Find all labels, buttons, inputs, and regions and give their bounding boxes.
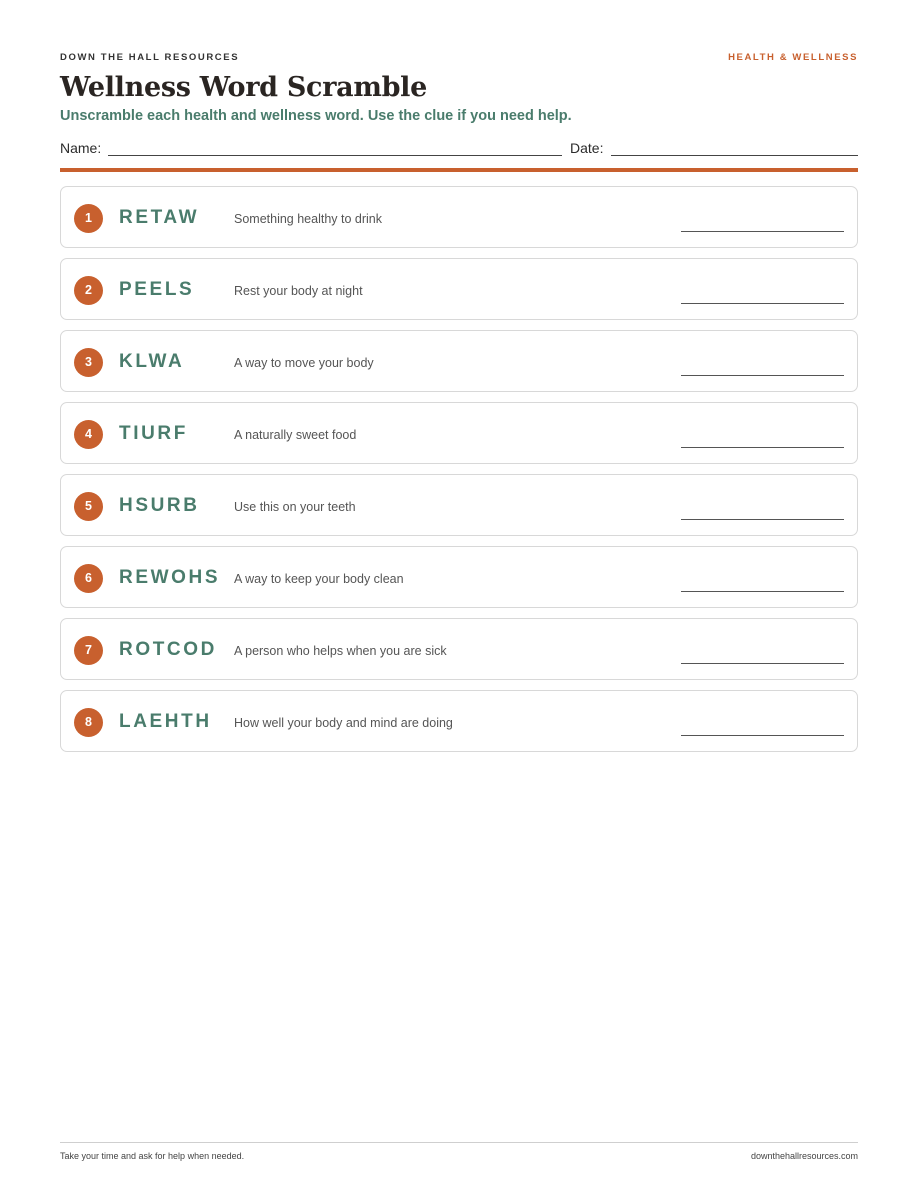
- clue-text: Rest your body at night: [234, 284, 363, 298]
- clue-text: Something healthy to drink: [234, 212, 383, 226]
- scrambled-word: PEELS: [119, 279, 195, 300]
- answer-field[interactable]: [681, 663, 844, 664]
- scramble-item-3: [60, 330, 858, 392]
- scramble-item-5: [60, 474, 858, 536]
- answer-field[interactable]: [681, 231, 844, 232]
- footer-note: Take your time and ask for help when needed.: [60, 1151, 245, 1161]
- item-number-badge: 1: [74, 204, 103, 233]
- item-number-badge: 7: [74, 636, 103, 665]
- answer-field[interactable]: [681, 591, 844, 592]
- scramble-item-1: [60, 186, 858, 248]
- name-label: Name:: [60, 140, 102, 156]
- page-title: Wellness Word Scramble: [60, 72, 427, 103]
- item-number-badge: 4: [74, 420, 103, 449]
- scrambled-word: RETAW: [119, 207, 200, 228]
- answer-field[interactable]: [681, 519, 844, 520]
- header-top-row: [60, 52, 858, 66]
- brand-name: DOWN THE HALL RESOURCES: [60, 52, 240, 63]
- instructions: Unscramble each health and wellness word. Use the clue if you need help.: [60, 108, 572, 124]
- answer-field[interactable]: [681, 303, 844, 304]
- footer-divider: [60, 1142, 858, 1143]
- scramble-item-4: [60, 402, 858, 464]
- answer-field[interactable]: [681, 375, 844, 376]
- scrambled-word: ROTCOD: [119, 639, 217, 660]
- item-number-badge: 5: [74, 492, 103, 521]
- scrambled-word: KLWA: [119, 351, 185, 372]
- clue-text: A naturally sweet food: [234, 428, 357, 442]
- date-label: Date:: [570, 140, 604, 156]
- scramble-list: [60, 186, 858, 762]
- scrambled-word: LAEHTH: [119, 711, 212, 732]
- scrambled-word: TIURF: [119, 423, 188, 444]
- clue-text: A person who helps when you are sick: [234, 644, 447, 658]
- scramble-item-2: [60, 258, 858, 320]
- item-number-badge: 6: [74, 564, 103, 593]
- name-date-row: [60, 140, 858, 158]
- accent-divider: [60, 168, 858, 172]
- scramble-item-7: [60, 618, 858, 680]
- clue-text: How well your body and mind are doing: [234, 716, 453, 730]
- item-number-badge: 3: [74, 348, 103, 377]
- clue-text: A way to keep your body clean: [234, 572, 404, 586]
- clue-text: Use this on your teeth: [234, 500, 356, 514]
- date-field[interactable]: [611, 155, 858, 156]
- scrambled-word: REWOHS: [119, 567, 221, 588]
- answer-field[interactable]: [681, 735, 844, 736]
- item-number-badge: 8: [74, 708, 103, 737]
- answer-field[interactable]: [681, 447, 844, 448]
- clue-text: A way to move your body: [234, 356, 374, 370]
- scrambled-word: HSURB: [119, 495, 200, 516]
- item-number-badge: 2: [74, 276, 103, 305]
- footer-website: downthehallresources.com: [750, 1151, 858, 1161]
- scramble-item-8: [60, 690, 858, 752]
- scramble-item-6: [60, 546, 858, 608]
- category-label: HEALTH & WELLNESS: [728, 52, 858, 63]
- name-field[interactable]: [108, 155, 562, 156]
